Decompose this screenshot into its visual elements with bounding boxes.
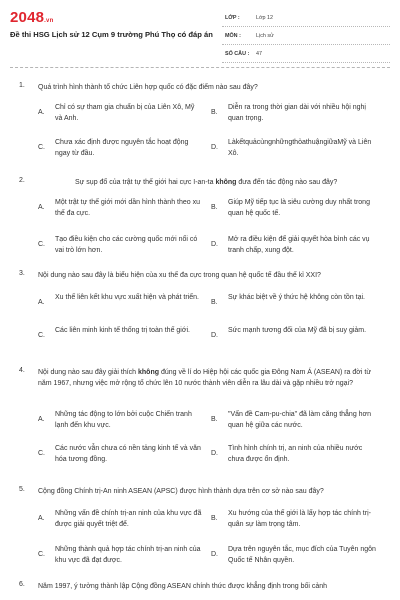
question-text-emphasis: không: [215, 179, 237, 186]
option-letter: B.: [211, 109, 218, 116]
option-text: "Vấn đề Cam-pu-chia" đã làm căng thẳng hơn quan hệ giữa các nước.: [228, 411, 372, 429]
option-letter: C.: [38, 241, 45, 248]
question-text: Cộng đồng Chính trị-An ninh ASEAN (APSC) được hình thành dựa trên cơ sở nào sau đây?: [38, 488, 324, 495]
question-number: 3.: [19, 270, 25, 277]
option-letter: A.: [38, 109, 45, 116]
option-text: Sức mạnh tương đối của Mỹ đã bị suy giảm.: [228, 327, 367, 334]
option-text: Những thành quả hợp tác chính trị-an ninh của khu vực đã đạt được.: [55, 546, 201, 564]
option-text: Một trật tự thế giới mới dần hình thành theo xu thế đa cực.: [55, 199, 201, 217]
meta-label: MÔN :: [225, 33, 241, 39]
option-letter: C.: [38, 551, 45, 558]
meta-row-class: [222, 9, 390, 27]
logo-text: 2048: [10, 9, 45, 26]
option-letter: D.: [211, 332, 218, 339]
option-text: Tình hình chính trị, an ninh của nhiều nước chưa được ổn định.: [228, 445, 363, 463]
option-letter: D.: [211, 450, 218, 457]
question-number: 6.: [19, 581, 25, 588]
option-letter: C.: [38, 332, 45, 339]
option-letter: B.: [211, 204, 218, 211]
meta-row-subject: [222, 27, 390, 45]
option-text: LàkếtquảcủngnhữngthỏathuậngiữaMỹ và Liên Xô.: [228, 139, 372, 157]
question-text: Năm 1997, ý tưởng thành lập Cộng đồng ASEAN chính thức được khẳng định trong bối cảnh: [38, 583, 328, 590]
option-letter: B.: [211, 416, 218, 423]
option-text: Xu hướng của thế giới là lấy hợp tác chính trị-quân sự làm trọng tâm.: [228, 510, 371, 528]
site-logo[interactable]: [10, 9, 53, 26]
document-title: Đề thi HSG Lịch sử 12 Cụm 9 trường Phú Thọ có đáp án: [10, 30, 213, 39]
meta-row-question-count: [222, 45, 390, 63]
meta-label: LỚP :: [225, 15, 240, 21]
option-text: Sự khác biệt về ý thức hệ không còn tồn tại.: [228, 294, 366, 301]
option-text: Xu thế liên kết khu vực xuất hiện và phát triển.: [55, 294, 199, 301]
option-letter: C.: [38, 450, 45, 457]
option-letter: B.: [211, 299, 218, 306]
option-letter: A.: [38, 204, 45, 211]
meta-label: SỐ CÂU :: [225, 51, 250, 57]
option-letter: A.: [38, 416, 45, 423]
option-text: Dựa trên nguyên tắc, mục đích của Tuyên ngôn Quốc tế Nhân quyền.: [228, 546, 376, 564]
option-letter: D.: [211, 144, 218, 151]
question-number: 2.: [19, 177, 25, 184]
option-letter: D.: [211, 551, 218, 558]
option-text: Diễn ra trong thời gian dài với nhiều hội nghị quan trọng.: [228, 104, 366, 122]
option-letter: B.: [211, 515, 218, 522]
logo-suffix: .vn: [44, 18, 54, 24]
option-text: Chỉ có sự tham gia chuẩn bị của Liên Xô, Mỹ và Anh.: [55, 104, 195, 122]
meta-table: [222, 9, 390, 63]
option-letter: D.: [211, 241, 218, 248]
option-text: Tạo điều kiện cho các cường quốc mới nổi có vai trò lớn hơn.: [55, 236, 198, 254]
option-text: Những vấn đề chính trị-an ninh của khu vực đã được giải quyết triệt để.: [55, 510, 202, 528]
question-number: 1.: [19, 82, 25, 89]
option-letter: A.: [38, 515, 45, 522]
question-text: [75, 177, 385, 188]
question-text-part: đưa đến tác động nào sau đây?: [236, 179, 338, 186]
option-text: Những tác động to lớn bởi cuộc Chiến tranh lạnh đến khu vực.: [55, 411, 192, 429]
meta-value: Lớp 12: [256, 15, 274, 21]
document-header: [0, 0, 400, 62]
question-text: Nội dung nào sau đây là biểu hiện của xu thế đa cực trong quan hệ quốc tế đầu thế kỉ XXI?: [38, 272, 321, 279]
header-divider: [10, 67, 390, 68]
option-text: Các nước vẫn chưa có nền tảng kinh tế và văn hóa tương đồng.: [55, 445, 201, 463]
question-text: Quá trình hình thành tổ chức Liên hợp quốc có đặc điểm nào sau đây?: [38, 84, 258, 91]
question-number: 4.: [19, 367, 25, 374]
meta-value: Lịch sử: [256, 33, 274, 39]
question-text: [38, 367, 383, 389]
option-letter: A.: [38, 299, 45, 306]
question-text-part: Nội dung nào sau đây giải thích: [38, 369, 139, 376]
question-text-part: đúng về lí do Hiệp hội các quốc gia Đông Nam Á (ASEAN) ra đời từ năm 1967, nhưng việc mở rộng tổ chức lên 10 nước thành viên diễn ra lâu dài và gặp nhiều trở ngại?: [38, 369, 372, 387]
option-text: Giúp Mỹ tiếp tục là siêu cường duy nhất trong quan hệ quốc tế.: [228, 199, 370, 217]
meta-value: 47: [256, 51, 262, 57]
option-text: Mở ra điều kiện để giải quyết hòa bình các vụ tranh chấp, xung đột.: [228, 236, 370, 254]
option-text: Chưa xác định được nguyên tắc hoạt động ngay từ đầu.: [55, 139, 189, 157]
question-text-part: Sự sụp đổ của trật tự thế giới hai cực I-an-ta: [75, 179, 216, 186]
question-text-emphasis: không: [138, 369, 160, 376]
option-text: Các liên minh kinh tế thống trị toàn thế giới.: [55, 327, 190, 334]
option-letter: C.: [38, 144, 45, 151]
question-number: 5.: [19, 486, 25, 493]
